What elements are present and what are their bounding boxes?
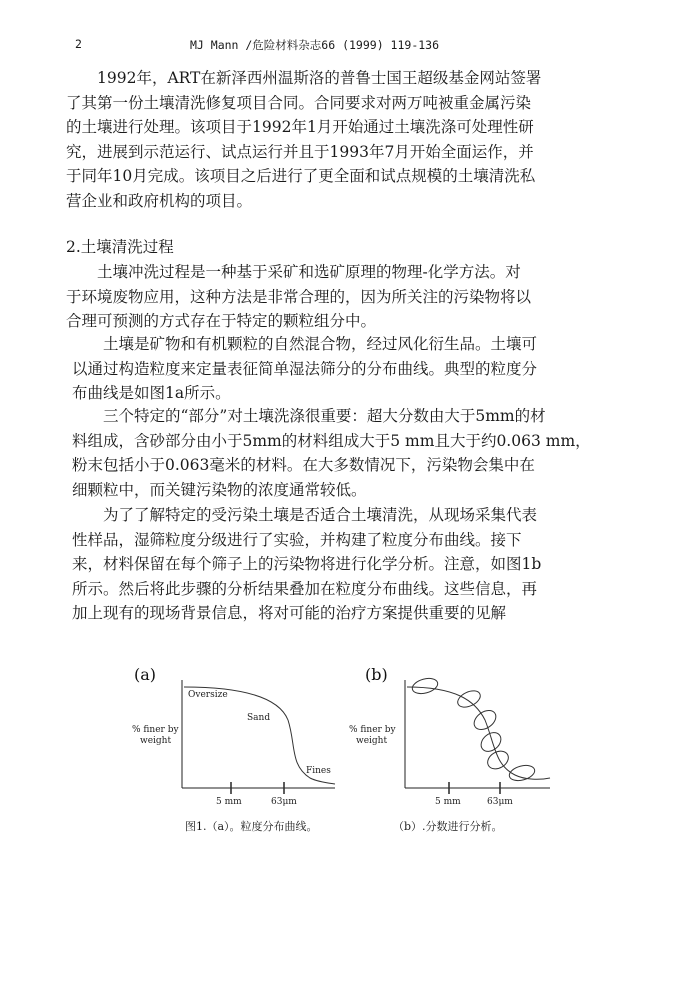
figure-1b-fraction-analysis: [345, 660, 555, 810]
text-line: 为了了解特定的受污染土壤是否适合土壤清洗，从现场采集代表: [72, 506, 538, 524]
text-line: 营企业和政府机构的项目。: [66, 191, 253, 210]
region-label-oversize: Oversize: [188, 690, 228, 700]
tick-label-5mm: 5 mm: [435, 797, 461, 807]
section-heading: 2.土壤清洗过程: [66, 238, 174, 256]
y-axis-label-line1: % finer by: [349, 725, 396, 735]
figure-caption-b: （b）.分数进行分析。: [393, 820, 503, 833]
paragraph-1: [66, 66, 541, 213]
page-number: 2: [75, 37, 82, 51]
y-axis-label-line2: weight: [356, 736, 388, 746]
y-axis-label-line2: weight: [140, 736, 172, 746]
text-line: 三个特定的“部分”对土壤洗涤很重要：超大分数由大于5mm的材: [72, 407, 546, 425]
region-label-fines: Fines: [306, 766, 331, 776]
tick-label-63um: 63μm: [487, 797, 513, 807]
page-header: [0, 37, 676, 53]
text-line: 以通过构造粒度来定量表征简单湿法筛分的分布曲线。典型的粒度分: [72, 359, 538, 378]
figure-1a-size-distribution: [130, 660, 345, 810]
text-line: 于同年10月完成。该项目之后进行了更全面和试点规模的土壤清洗私: [66, 167, 536, 185]
text-line: 的土壤进行处理。该项目于1992年1月开始通过土壤洗涤可处理性研: [66, 118, 534, 136]
text-line: 细颗粒中，而关键污染物的浓度通常较低。: [72, 480, 367, 499]
region-label-sand: Sand: [247, 713, 271, 723]
tick-label-63um: 63μm: [271, 797, 297, 807]
text-line: 究，进展到示范运行、试点运行并且于1993年7月开始全面运作，并: [66, 142, 534, 161]
text-line: 土壤冲洗过程是一种基于采矿和选矿原理的物理-化学方法。对: [66, 263, 521, 281]
paragraph-4: [72, 404, 591, 502]
figure-caption-a: 图1.（a）。粒度分布曲线。: [185, 820, 318, 833]
paragraph-5: [72, 503, 541, 626]
running-title: MJ Mann /危险材料杂志66 (1999) 119-136: [190, 38, 440, 52]
panel-label: (b): [365, 665, 388, 684]
text-line: 加上现有的现场背景信息，将对可能的治疗方案提供重要的见解: [72, 604, 507, 622]
text-line: 料组成，含砂部分由小于5mm的材料组成大于5 mm且大于约0.063 mm，: [72, 431, 591, 450]
text-line: 土壤是矿物和有机颗粒的自然混合物，经过风化衍生品。土壤可: [72, 335, 538, 353]
fraction-ellipse: [411, 676, 440, 696]
y-axis-label-line1: % finer by: [132, 725, 179, 735]
text-line: 性样品，湿筛粒度分级进行了实验，并构建了粒度分布曲线。接下: [72, 530, 522, 549]
paragraph-3: [72, 332, 537, 406]
panel-label: (a): [134, 665, 157, 684]
text-line: 了其第一份土壤清洗修复项目合同。合同要求对两万吨被重金属污染: [66, 93, 532, 112]
text-line: 1992年，ART在新泽西州温斯洛的普鲁士国王超级基金网站签署: [66, 69, 542, 87]
fraction-ellipse: [455, 688, 483, 711]
tick-label-5mm: 5 mm: [216, 797, 242, 807]
text-line: 布曲线是如图1a所示。: [72, 384, 231, 402]
paragraph-2: [66, 260, 531, 334]
text-line: 来，材料保留在每个筛子上的污染物将进行化学分析。注意，如图1b: [72, 555, 542, 573]
text-line: 合理可预测的方式存在于特定的颗粒组分中。: [66, 312, 377, 330]
text-line: 粉末包括小于0.063毫米的材料。在大多数情况下，污染物会集中在: [72, 456, 535, 474]
text-line: 所示。然后将此步骤的分析结果叠加在粒度分布曲线。这些信息，再: [72, 579, 538, 598]
text-line: 于环境废物应用，这种方法是非常合理的，因为所关注的污染物将以: [66, 287, 532, 306]
